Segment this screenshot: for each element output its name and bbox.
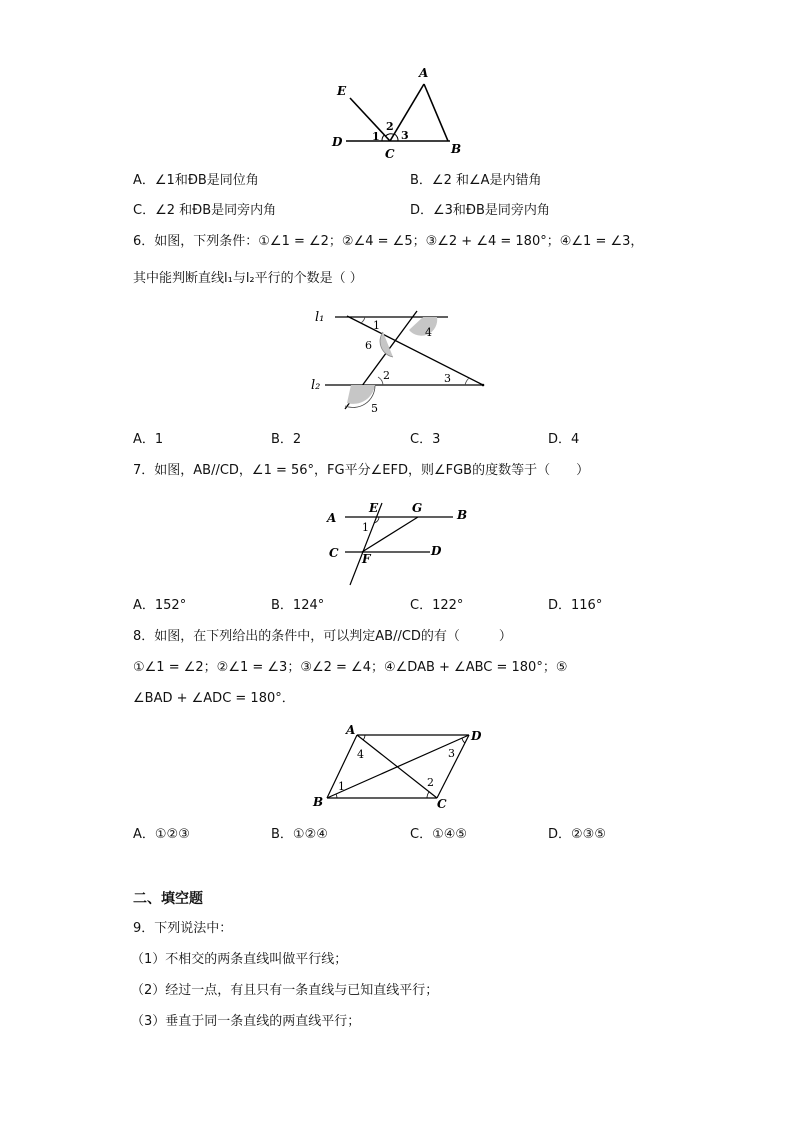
label-e: E: [337, 84, 347, 98]
label-angle-1: 1: [373, 319, 380, 332]
label-angle-3: 3: [401, 129, 409, 142]
figure-q6: [305, 305, 495, 420]
label-d: D: [471, 729, 482, 743]
q9-stem: 9．下列说法中：: [133, 921, 233, 936]
q5-option-a[interactable]: A．∠1和ÐB是同位角: [133, 173, 259, 188]
label-a: A: [346, 723, 356, 737]
q8-option-b[interactable]: B．①②④: [271, 827, 328, 842]
label-d: D: [332, 135, 343, 149]
angle-arc-1: [361, 317, 365, 323]
label-g: G: [412, 501, 423, 515]
label-angle-6: 6: [365, 339, 372, 352]
label-a: A: [327, 511, 337, 525]
label-l2: l₂: [311, 378, 321, 393]
figure-q7: [320, 495, 480, 590]
q5-option-c[interactable]: C．∠2 和ÐB是同旁内角: [133, 203, 277, 218]
q8-stem: 8．如图，在下列给出的条件中，可以判定AB//CD的有（ ）: [133, 629, 512, 644]
q7-option-c[interactable]: C．122°: [410, 598, 464, 613]
q9-statement-2: （2）经过一点，有且只有一条直线与已知直线平行；: [131, 983, 439, 998]
diagonal-bd: [327, 735, 469, 798]
label-b: B: [313, 795, 324, 809]
q7-option-b[interactable]: B．124°: [271, 598, 325, 613]
angle-arc-3: [465, 378, 469, 385]
q6-question: 其中能判断直线l₁与l₂平行的个数是（ ）: [133, 271, 363, 286]
angle-mark-4: [409, 317, 437, 336]
q7-option-a[interactable]: A．152°: [133, 598, 187, 613]
q5-option-b[interactable]: B．∠2 和∠A是内错角: [410, 173, 542, 188]
label-c: C: [437, 797, 447, 811]
label-angle-1: 1: [372, 130, 380, 143]
label-angle-5: 5: [371, 402, 378, 415]
label-b: B: [457, 508, 468, 522]
label-angle-2: 2: [383, 369, 390, 382]
endpoint-dot: [482, 384, 485, 387]
side-dc: [437, 735, 469, 798]
q6-option-a[interactable]: A．1: [133, 432, 164, 447]
section-heading-fill-in: 二、填空题: [133, 891, 203, 907]
angle-arc-3: [462, 738, 465, 743]
angle-arc-2: [427, 792, 429, 798]
q6-stem: 6．如图，下列条件：①∠1 = ∠2；②∠4 = ∠5；③∠2 + ∠4 = 180°；④∠1 = ∠3，: [133, 234, 644, 249]
label-c: C: [329, 546, 339, 560]
q6-option-b[interactable]: B．2: [271, 432, 302, 447]
label-d: D: [431, 544, 442, 558]
q6-option-c[interactable]: C．3: [410, 432, 441, 447]
q8-option-a[interactable]: A．①②③: [133, 827, 190, 842]
q9-statement-3: （3）垂直于同一条直线的两直线平行；: [131, 1014, 361, 1029]
label-f: F: [362, 552, 371, 566]
q8-option-c[interactable]: C．①④⑤: [410, 827, 468, 842]
q7-option-d[interactable]: D．116°: [548, 598, 603, 613]
angle-arc-4: [363, 735, 365, 740]
label-l1: l₁: [315, 310, 325, 325]
label-e: E: [369, 501, 379, 515]
label-a: A: [419, 66, 429, 80]
label-angle-2: 2: [386, 120, 394, 133]
q6-option-d[interactable]: D．4: [548, 432, 580, 447]
q9-statement-1: （1）不相交的两条直线叫做平行线；: [131, 952, 348, 967]
label-angle-1: 1: [338, 780, 345, 793]
label-c: C: [385, 147, 395, 161]
segment-ab: [424, 84, 448, 141]
figure-q8: [305, 722, 495, 812]
q8-conditions: ①∠1 = ∠2；②∠1 = ∠3；③∠2 = ∠4；④∠DAB + ∠ABC = 180°；⑤: [133, 660, 568, 675]
label-b: B: [451, 142, 462, 156]
angle-arc-3: [395, 134, 399, 141]
q7-stem: 7．如图，AB//CD，∠1 = 56°，FG平分∠EFD，则∠FGB的度数等于（ ）: [133, 463, 590, 478]
q5-option-d[interactable]: D．∠3和ÐB是同旁内角: [410, 203, 550, 218]
label-angle-4: 4: [357, 748, 364, 761]
q8-option-d[interactable]: D．②③⑤: [548, 827, 606, 842]
label-angle-4: 4: [425, 326, 432, 339]
label-angle-2: 2: [427, 776, 434, 789]
line-ef: [350, 503, 382, 585]
figure-q5: [320, 60, 480, 160]
segment-fg: [362, 517, 418, 552]
segment-ce: [350, 98, 390, 141]
q8-conditions-cont: ∠BAD + ∠ADC = 180°．: [133, 691, 295, 706]
label-angle-3: 3: [448, 747, 455, 760]
label-angle-1: 1: [362, 521, 369, 534]
label-angle-3: 3: [444, 372, 451, 385]
angle-arc-1: [382, 135, 385, 141]
